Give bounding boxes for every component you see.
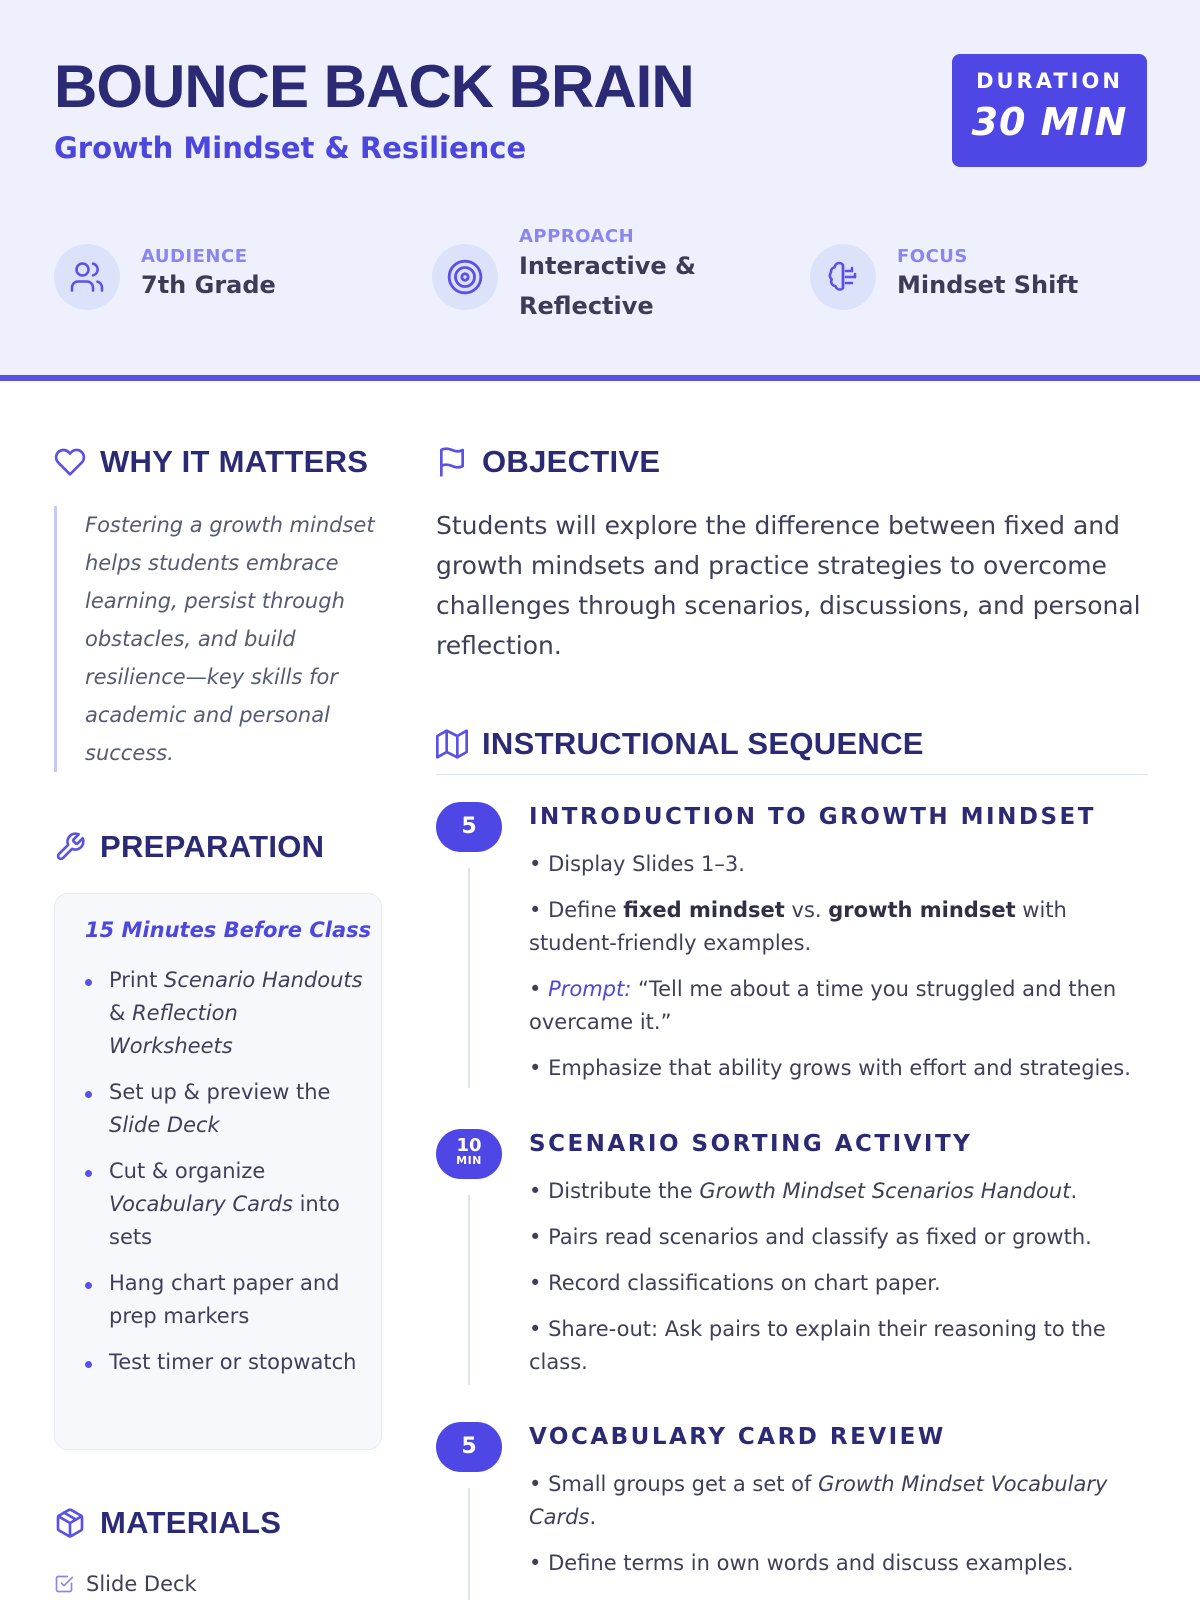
list-item: • Record classifications on chart paper. [529,1271,941,1295]
material-item [54,1572,197,1596]
list-item: • Share-out: Ask pairs to explain their reasoning to the class. [529,1317,1106,1374]
meta-label: APPROACH [519,226,635,247]
step-duration-badge: 5 [436,1422,502,1472]
checkbox-icon [54,1574,74,1594]
timeline-line [468,1488,470,1600]
list-item: • Define fixed mindset vs. growth mindset with student-friendly examples. [529,898,1067,955]
timeline-line [468,1195,470,1385]
flag-icon [436,446,468,478]
preparation-heading [54,829,324,865]
duration-label: DURATION [976,69,1123,93]
step-duration-badge: 10 MIN [436,1129,502,1179]
meta-label: AUDIENCE [141,246,248,267]
step-duration-badge: 5 [436,802,502,852]
list-item: Test timer or stopwatch [85,1346,365,1379]
divider [436,774,1148,775]
page-title: BOUNCE BACK BRAIN [54,53,694,120]
wrench-icon [54,831,86,863]
preparation-card [54,893,382,1450]
list-item: • Distribute the Growth Mindset Scenarios Handout. [529,1179,1078,1203]
meta-value-line1: Interactive & [519,252,696,280]
users-icon [54,244,120,310]
sequence-heading [436,726,924,762]
step-title: SCENARIO SORTING ACTIVITY [529,1131,973,1157]
objective-heading [436,444,660,480]
list-item: Hang chart paper and prep markers [85,1267,365,1333]
meta-label: FOCUS [897,246,968,267]
preparation-list [85,964,365,1392]
duration-value: 30 MIN [971,100,1128,144]
list-item: Set up & preview the Slide Deck [85,1076,365,1142]
material-label: Slide Deck [86,1572,197,1596]
why-quote: Fostering a growth mindset helps students embrace learning, persist through obstacles, and build resilience—key skills for academic and personal success. [54,506,384,772]
brain-icon [810,244,876,310]
list-item: Cut & organize Vocabulary Cards into sets [85,1155,365,1254]
preparation-timing: 15 Minutes Before Class [85,918,372,942]
timeline-line [468,868,470,1088]
target-icon [432,244,498,310]
sequence-heading-text: INSTRUCTIONAL SEQUENCE [482,726,924,761]
step-title: INTRODUCTION TO GROWTH MINDSET [529,804,1096,830]
heart-icon [54,446,86,478]
list-item: • Define terms in own words and discuss examples. [529,1551,1074,1575]
map-icon [436,728,468,760]
list-item: • Prompt: “Tell me about a time you struggled and then overcame it.” [529,977,1117,1034]
preparation-heading-text: PREPARATION [100,829,325,864]
header-banner [0,0,1200,381]
step-bullets [529,848,1149,1098]
list-item: • Display Slides 1–3. [529,852,745,876]
materials-heading [54,1505,281,1541]
why-heading [54,444,368,480]
list-item: Print Scenario Handouts & Reflection Worksheets [85,964,365,1063]
list-item: • Emphasize that ability grows with effort and strategies. [529,1056,1131,1080]
why-heading-text: WHY IT MATTERS [100,444,369,479]
box-icon [54,1507,86,1539]
list-item: • Small groups get a set of Growth Mindset Vocabulary Cards. [529,1472,1108,1529]
step-title: VOCABULARY CARD REVIEW [529,1424,946,1450]
objective-heading-text: OBJECTIVE [482,444,661,479]
materials-heading-text: MATERIALS [100,1505,282,1540]
meta-value-line2: Reflective [519,292,654,320]
objective-text: Students will explore the difference between fixed and growth mindsets and practice strategies to overcome challenges through scenarios, discussions, and personal reflection. [436,511,1141,660]
page-subtitle: Growth Mindset & Resilience [54,131,527,165]
meta-value: 7th Grade [141,271,276,299]
list-item: • Pairs read scenarios and classify as fixed or growth. [529,1225,1092,1249]
step-bullets [529,1468,1149,1593]
step-bullets [529,1175,1149,1392]
duration-badge [952,54,1147,167]
meta-value: Mindset Shift [897,271,1079,299]
